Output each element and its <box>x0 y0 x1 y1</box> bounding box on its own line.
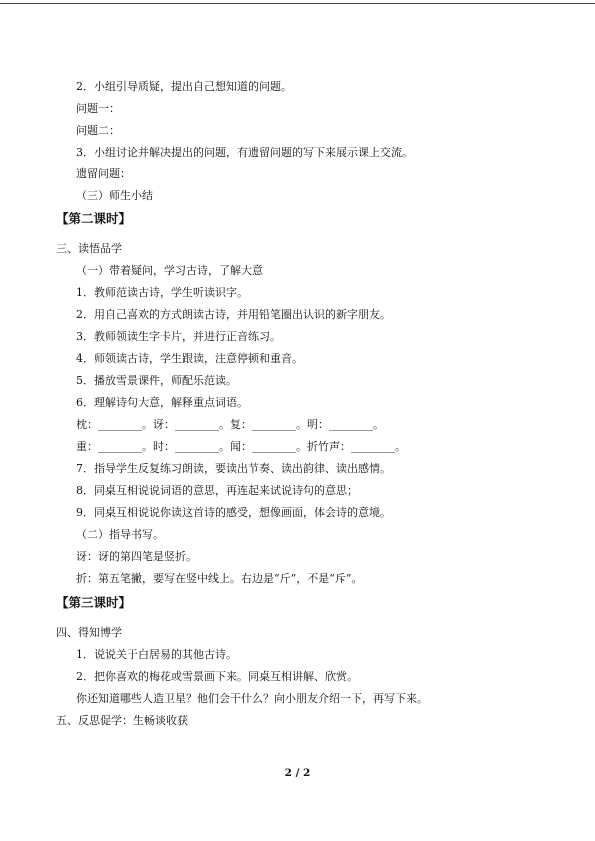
text-line: 问题一： <box>76 102 120 115</box>
text-line: 2．把你喜欢的梅花或雪景画下来。同桌互相讲解、欣赏。 <box>76 670 358 683</box>
text-line: 三、读悟品学 <box>56 242 122 255</box>
text-line: 1．教师范读古诗，学生听读识字。 <box>76 286 248 299</box>
page-top-rule <box>0 3 595 4</box>
text-line: （二）指导书写。 <box>76 528 164 541</box>
text-line: 9．同桌互相说说你读这首诗的感受，想像画面，体会诗的意境。 <box>76 506 391 519</box>
text-line: 五、反思促学：生畅谈收获 <box>56 714 188 727</box>
text-line: （一）带着疑问，学习古诗，了解大意 <box>76 264 263 277</box>
section-heading: 【第二课时】 <box>56 211 132 226</box>
text-line: 5．播放雪景课件，师配乐范读。 <box>76 374 237 387</box>
text-line: 8．同桌互相说说词语的意思，再连起来试说诗句的意思； <box>76 484 358 497</box>
text-line: 讶：讶的第四笔是竖折。 <box>76 550 197 563</box>
text-line: 4．师领读古诗，学生跟读，注意停顿和重音。 <box>76 352 303 365</box>
text-line: 6．理解诗句大意，解释重点词语。 <box>76 396 248 409</box>
text-line: 3．教师领读生字卡片，并进行正音练习。 <box>76 330 281 343</box>
text-line: 2．小组引导质疑，提出自己想知道的问题。 <box>76 80 292 93</box>
text-line: 遗留问题： <box>76 167 131 180</box>
section-heading: 【第三课时】 <box>56 595 132 610</box>
text-line: 重：________。时：________。闻：________。折竹声：________。 <box>76 440 406 453</box>
text-line: （三）师生小结 <box>76 189 153 202</box>
text-line: 7．指导学生反复练习朗读，要读出节奏、读出韵律、读出感情。 <box>76 462 391 475</box>
text-line: 2．用自己喜欢的方式朗读古诗，并用铅笔圈出认识的新字朋友。 <box>76 308 391 321</box>
text-line: 四、得知博学 <box>56 626 122 639</box>
text-line: 1．说说关于白居易的其他古诗。 <box>76 648 237 661</box>
text-line: 3．小组讨论并解决提出的问题，有遗留问题的写下来展示课上交流。 <box>76 146 413 159</box>
text-line: 枕：________。讶：________。复：________。明：________。 <box>76 418 384 431</box>
page-number: 2 / 2 <box>284 767 311 779</box>
text-line: 问题二： <box>76 124 120 137</box>
text-line: 你还知道哪些人造卫星？他们会干什么？向小朋友介绍一下，再写下来。 <box>76 692 428 705</box>
text-line: 折：第五笔撇，要写在竖中线上。右边是“斤”，不是“斥”。 <box>76 572 363 585</box>
